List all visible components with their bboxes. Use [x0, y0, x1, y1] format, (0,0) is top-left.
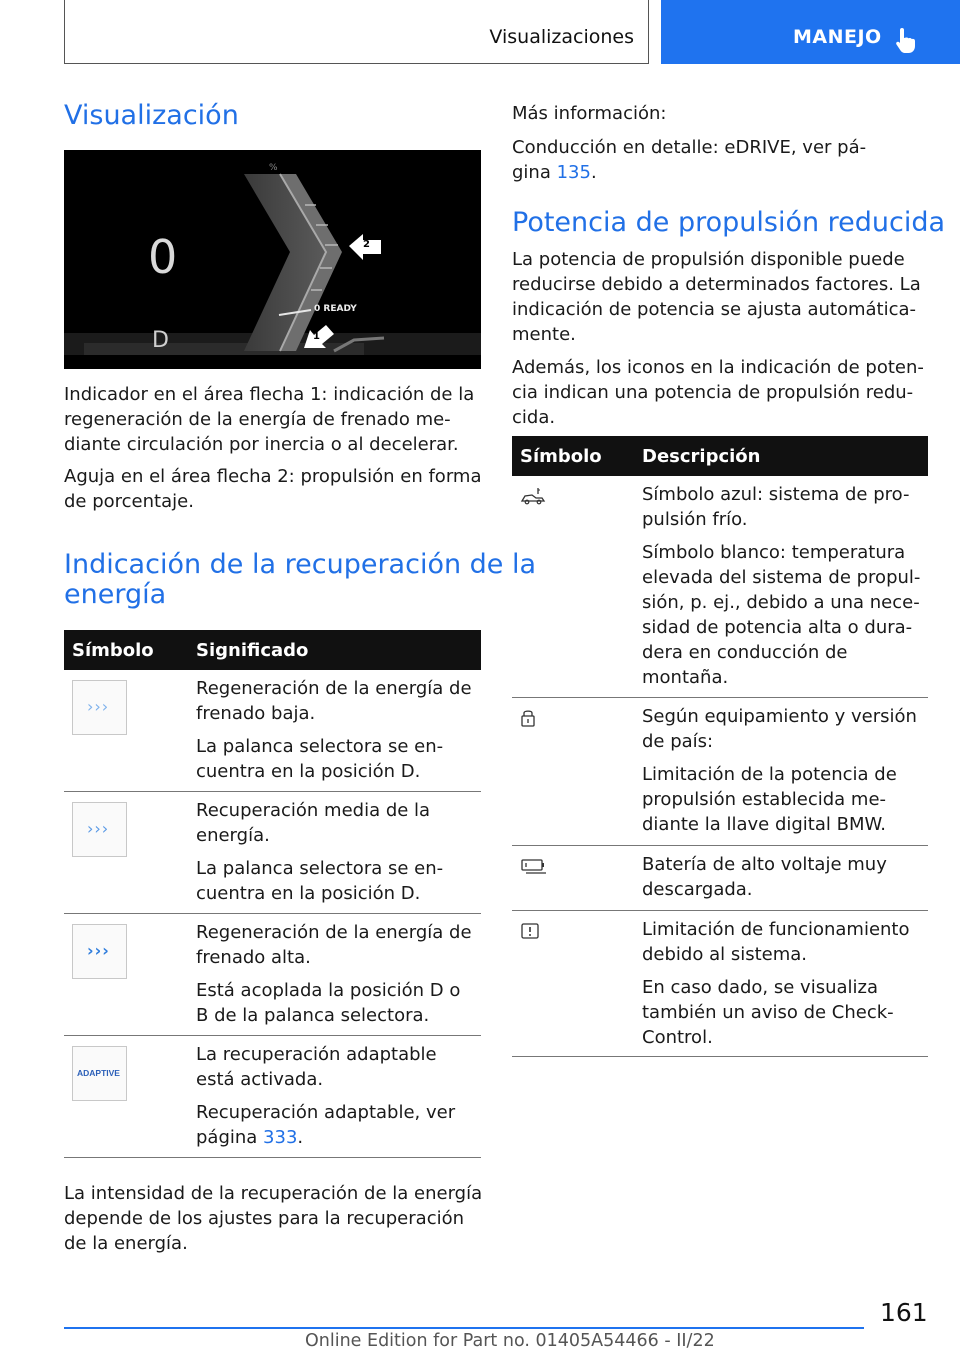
chapter-tab[interactable]: [661, 0, 960, 64]
text-line: B de la palanca selectora.: [196, 1005, 430, 1026]
battery-low-icon: [520, 856, 548, 876]
text-span: gina: [512, 162, 557, 183]
col-header-descripcion: Descripción: [642, 446, 761, 467]
system-warning-icon: [520, 921, 540, 941]
table-row: [512, 698, 928, 846]
text-line: también un aviso de Check-: [642, 1002, 894, 1023]
text-line: reducirse debido a determinados factores. La: [512, 274, 921, 295]
row-description: [642, 482, 920, 698]
text-line: de la energía.: [64, 1233, 188, 1254]
row-description: [196, 676, 472, 792]
text-line: cuentra en la posición D.: [196, 883, 421, 904]
cluster-graphic: [64, 150, 481, 369]
text-line: energía.: [196, 825, 270, 846]
text-line: En caso dado, se visualiza: [642, 977, 879, 998]
text-line: La potencia de propulsión disponible puede: [512, 249, 905, 270]
cluster-speed: 0: [148, 230, 178, 284]
text-line: [512, 160, 866, 185]
text-line: pulsión frío.: [642, 509, 748, 530]
text-line: frenado baja.: [196, 703, 316, 724]
text-line: Está acoplada la posición D o: [196, 980, 461, 1001]
text-line: cia indican una potencia de propulsión redu-: [512, 382, 914, 403]
text-line: Recuperación adaptable, ver: [196, 1102, 456, 1123]
text-line: frenado alta.: [196, 947, 311, 968]
paragraph-ademas: [512, 355, 924, 430]
heading-visualizacion: Visualización: [64, 100, 239, 131]
page-number: 161: [880, 1298, 928, 1327]
text-line: está activada.: [196, 1069, 324, 1090]
text-line: Según equipamiento y versión: [642, 706, 917, 727]
table-row: [512, 476, 928, 698]
table-row: [64, 670, 481, 792]
text-line: regeneración de la energía de frenado me-: [64, 409, 451, 430]
chevrons-icon: ›››: [87, 941, 110, 960]
text-line: Símbolo azul: sistema de pro-: [642, 484, 910, 505]
text-line: propulsión establecida me-: [642, 789, 887, 810]
text-line: diante circulación por inercia o al decelerar.: [64, 434, 459, 455]
footer-divider: [64, 1327, 864, 1329]
table-row: [512, 846, 928, 911]
paragraph-intensidad: [64, 1181, 482, 1256]
text-line: cuentra en la posición D.: [196, 761, 421, 782]
text-line: Aguja en el área flecha 2: propulsión en forma: [64, 466, 482, 487]
paragraph-aguja: [64, 464, 481, 514]
row-description: [642, 917, 910, 1058]
section-title: Visualizaciones: [489, 26, 634, 48]
recuperacion-alta-symbol: [72, 924, 127, 979]
text-punctuation: .: [297, 1127, 304, 1148]
text-line: Recuperación media de la: [196, 800, 431, 821]
car-thermometer-icon: [520, 486, 546, 506]
header-section-box: [64, 0, 649, 64]
row-description: [642, 852, 887, 910]
text-line: indicación de potencia se ajusta automática-: [512, 299, 917, 320]
text-line: debido al sistema.: [642, 944, 808, 965]
cluster-gear: D: [152, 328, 169, 353]
text-line: elevada del sistema de propul-: [642, 567, 921, 588]
text-line: sión, p. ej., debido a una nece-: [642, 592, 920, 613]
chevrons-icon: ›››: [87, 819, 110, 838]
recuperacion-table: [64, 630, 481, 1158]
row-description: [642, 704, 917, 845]
text-line: de porcentaje.: [64, 491, 194, 512]
text-punctuation: .: [590, 162, 597, 183]
paragraph-indicador: [64, 382, 474, 457]
col-header-simbolo: Símbolo: [72, 640, 154, 661]
heading-line: energía: [64, 579, 167, 610]
heading-potencia-reducida: Potencia de propulsión reducida: [512, 207, 946, 238]
text-line: Limitación de funcionamiento: [642, 919, 910, 940]
page-link-135[interactable]: 135: [556, 162, 591, 183]
text-line: sidad de potencia alta o dura-: [642, 617, 913, 638]
paragraph-potencia: [512, 247, 921, 347]
text-line: Símbolo blanco: temperatura: [642, 542, 906, 563]
digital-key-lock-icon: [520, 708, 536, 728]
text-line: La recuperación adaptable: [196, 1044, 437, 1065]
table-row: [64, 1036, 481, 1158]
adaptive-icon: ADAPTIVE: [77, 1068, 120, 1078]
text-line: Control.: [642, 1027, 713, 1048]
table-header: [512, 436, 928, 476]
potencia-table: [512, 436, 928, 1057]
text-line: diante la llave digital BMW.: [642, 814, 886, 835]
row-description: [196, 798, 443, 914]
text-line: dera en conducción de: [642, 642, 848, 663]
footer-edition: Online Edition for Part no. 01405A54466 - II/22: [305, 1331, 715, 1351]
cluster-percent: %: [269, 163, 278, 173]
table-row: [512, 911, 928, 1057]
text-line: montaña.: [642, 667, 729, 688]
text-line: La palanca selectora se en-: [196, 736, 444, 757]
text-line: Regeneración de la energía de: [196, 678, 472, 699]
text-line: página: [196, 1127, 264, 1148]
heading-indicacion-recuperacion: [64, 550, 536, 610]
row-description: [196, 1042, 455, 1158]
text-line: Además, los iconos en la indicación de poten-: [512, 357, 924, 378]
table-header: [64, 630, 481, 670]
table-row: [64, 792, 481, 914]
text-line: Batería de alto voltaje muy: [642, 854, 887, 875]
mas-informacion: Más información:: [512, 103, 667, 124]
cluster-arrow-2-label: 2: [363, 239, 370, 250]
col-header-simbolo: Símbolo: [520, 446, 602, 467]
cluster-arrow-1-label: 1: [313, 331, 320, 342]
row-description: [196, 920, 472, 1036]
pointing-hand-icon: [893, 26, 919, 54]
text-line: de país:: [642, 731, 714, 752]
text-line: mente.: [512, 324, 576, 345]
text-line: Indicador en el área flecha 1: indicación de la: [64, 384, 475, 405]
paragraph-conduccion: [512, 135, 866, 185]
heading-line: Indicación de la recuperación de la: [64, 549, 537, 580]
text-line: descargada.: [642, 879, 753, 900]
text-line: La intensidad de la recuperación de la energía: [64, 1183, 483, 1204]
text-line: depende de los ajustes para la recuperación: [64, 1208, 465, 1229]
chapter-tab-label: MANEJO: [793, 26, 882, 48]
col-header-significado: Significado: [196, 640, 309, 661]
text-line: Limitación de la potencia de: [642, 764, 897, 785]
text-line: La palanca selectora se en-: [196, 858, 444, 879]
recuperacion-baja-symbol: [72, 680, 127, 735]
table-row: [64, 914, 481, 1036]
text-line: Regeneración de la energía de: [196, 922, 472, 943]
chevrons-icon: ›››: [87, 697, 110, 716]
adaptive-symbol: [72, 1046, 127, 1101]
text-line: cida.: [512, 407, 556, 428]
recuperacion-media-symbol: [72, 802, 127, 857]
instrument-cluster-image: [64, 150, 481, 369]
text-line: Conducción en detalle: eDRIVE, ver pá-: [512, 137, 867, 158]
cluster-ready: 0 READY: [314, 304, 357, 314]
page-link-333[interactable]: 333: [263, 1127, 298, 1148]
